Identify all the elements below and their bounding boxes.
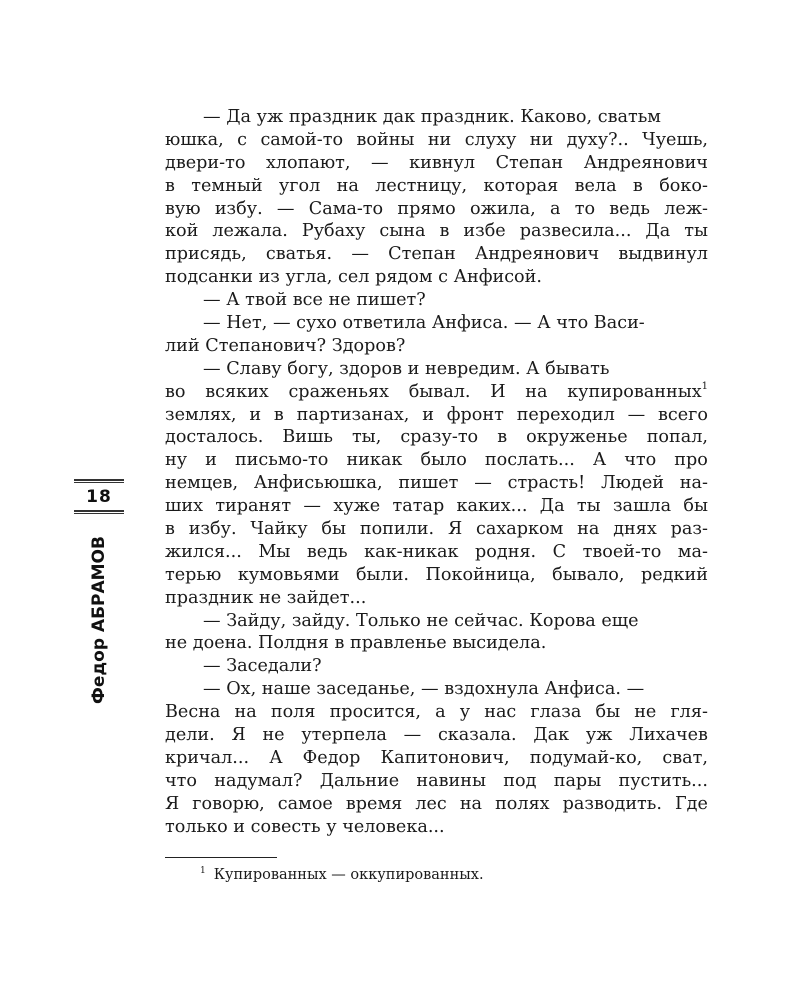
text-line: — А твой все не пишет? [203,290,426,311]
text-line: не доена. Полдня в правленье высидела. [165,633,547,654]
text-line: вую избу. — Сама-то прямо ожила, а то ведь леж- [165,198,708,219]
text-line: — Ох, наше заседанье, — вздохнула Анфиса. — [203,679,645,700]
text-line: — Да уж праздник дак праздник. Каково, сватьм [203,107,661,127]
text-line: лий Степанович? Здоров? [165,335,406,356]
running-head-author: Федор АБРАМОВ [89,536,109,704]
main-text [165,106,708,839]
text-line: дели. Я не утерпела — сказала. Дак уж Лихачев [165,725,708,746]
text-line: только и совесть у человека... [165,816,445,837]
folio-rule-bottom-2 [74,513,124,515]
text-line: что надумал? Дальние навины под пары пустить... [165,770,708,791]
footnote-marker: 1 [200,866,206,876]
text-line: юшка, с самой-то войны ни слуху ни духу?.. Чуешь, [165,129,708,150]
footnote-rule [165,857,277,858]
text-line: подсанки из угла, сел рядом с Анфисой. [165,267,542,288]
running-head-wrap [82,536,116,704]
text-line: кричал... А Федор Капитонович, подумай-ко, сват, [165,747,708,768]
text-line: — Славу богу, здоров и невредим. А бывать [203,358,610,379]
text-line: Весна на поля просится, а у нас глаза бы не гля- [165,702,708,723]
text-line: жился... Мы ведь как-никак родня. С твоей-то ма- [165,541,708,562]
folio-rule-bottom [74,510,124,512]
text-line: землях, и в партизанах, и фронт переходил — всего [165,404,708,425]
footnote [200,866,484,883]
text-line: досталось. Вишь ты, сразу-то в окруженье попал, [165,427,708,448]
page-number: 18 [86,487,112,507]
text-line: двери-то хлопают, — кивнул Степан Андреянович [165,152,708,173]
text-line: в темный угол на лестницу, которая вела в боко- [165,175,708,196]
text-line: праздник не зайдет... [165,587,367,608]
text-line: в избу. Чайку бы попили. Я сахарком на днях раз- [165,519,708,540]
text-line: присядь, сватья. — Степан Андреянович выдвинул [165,244,708,265]
text-line: ших тиранят — хуже татар каких... Да ты зашла бы [165,496,708,517]
footnote-text: Купированных — оккупированных. [213,867,484,883]
text-line: — Заседали? [203,656,322,677]
text-line: ну и письмо-то никак было послать... А что про [165,450,708,471]
text-line: немцев, Анфисьюшка, пишет — страсть! Людей на- [165,473,708,494]
text-line: — Нет, — сухо ответила Анфиса. — А что Васи- [203,313,645,334]
text-line: — Зайду, зайду. Только не сейчас. Корова еще [203,610,639,631]
text-line: кой лежала. Рубаху сына в избе развесила... Да ты [165,221,708,242]
folio-rule-top-2 [74,482,124,484]
folio-rule-top [74,479,124,481]
text-line: во всяких сраженьях бывал. И на купированных$^1$ [165,380,708,402]
page-folio [74,478,124,515]
text-line: Я говорю, самое время лес на полях разводить. Где [165,793,708,814]
text-line: терью кумовьями были. Покойница, бывало, редкий [165,564,708,585]
